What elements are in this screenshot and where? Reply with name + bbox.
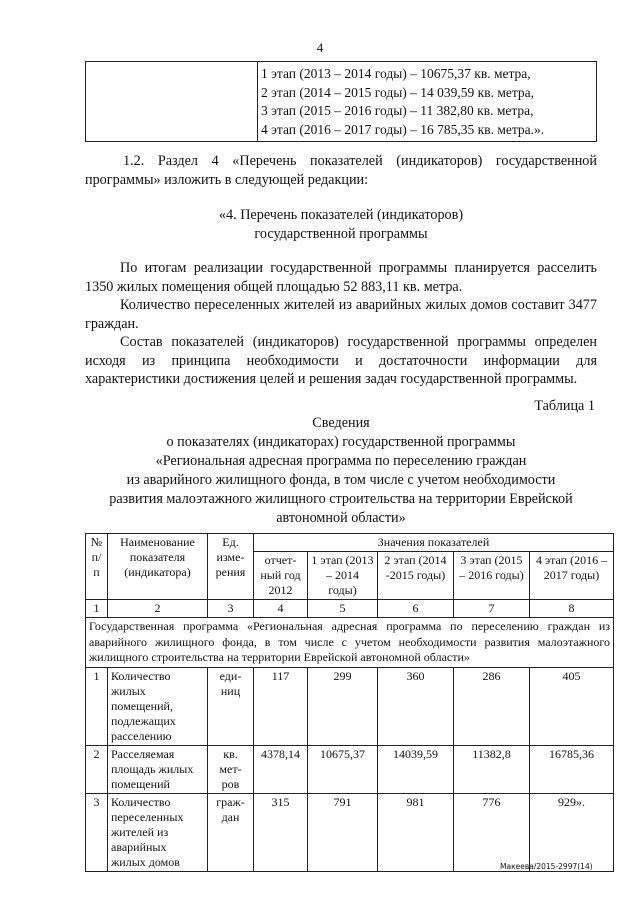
row-name: Количество жилых помещений, подлежащих расселению (108, 667, 208, 745)
row-value-stage3: 776 (454, 793, 530, 871)
column-numbers-row (86, 600, 614, 618)
col-number: 5 (308, 600, 378, 618)
row-num: 2 (86, 745, 108, 793)
intro-paragraph: 1.2. Раздел 4 «Перечень показателей (индикаторов) государственной программы» изложить в следующей редакции: (85, 153, 597, 188)
program-row (86, 618, 614, 668)
row-value-stage4: 16785,36 (530, 745, 614, 793)
col-number: 4 (254, 600, 308, 618)
section-title-line1: «4. Перечень показателей (индикаторов) (218, 207, 464, 223)
row-unit: кв. мет-ров (208, 745, 254, 793)
paragraph-1: По итогам реализации государственной программы планируется расселить 1350 жилых помещения общей площадью 52 883,11 кв. метра. (85, 260, 597, 295)
col-number: 1 (86, 600, 108, 618)
row-value-stage1: 10675,37 (308, 745, 378, 793)
col-number: 6 (378, 600, 454, 618)
row-value-stage3: 11382,8 (454, 745, 530, 793)
program-name-cell: Государственная программа «Региональная адресная программа по переселению граждан из аварийного жилищного фонда, в том числе с учетом необходимости развития малоэтажного жилищного строительства на территории Еврейской автономной области» (86, 618, 614, 668)
empty-cell (86, 62, 258, 142)
row-name: Расселяемая площадь жилых помещений (108, 745, 208, 793)
row-value-stage2: 14039,59 (378, 745, 454, 793)
row-value-stage2: 981 (378, 793, 454, 871)
row-value-stage1: 299 (308, 667, 378, 745)
table-label: Таблица 1 (534, 398, 595, 414)
stages-cell (258, 62, 597, 142)
table-row (86, 745, 614, 793)
header-stage1: 1 этап (2013 – 2014 годы) (308, 552, 378, 600)
footer-reference: Макеева/2015-2997(14) (500, 862, 593, 871)
header-stage2: 2 этап (2014 -2015 годы) (378, 552, 454, 600)
stage-line: 1 этап (2013 – 2014 годы) – 10675,37 кв. метра, (261, 66, 531, 81)
header-num: № п/п (86, 534, 108, 600)
table-title-line4: из аварийного жилищного фонда, в том числе с учетом необходимости (126, 472, 556, 488)
table-title-line5: развития малоэтажного жилищного строительства на территории Еврейской (109, 491, 573, 507)
row-value-stage2: 360 (378, 667, 454, 745)
row-unit: еди-ниц (208, 667, 254, 745)
row-name: Количество переселенных жителей из аварийных жилых домов (108, 793, 208, 871)
col-number: 3 (208, 600, 254, 618)
header-values-group: Значения показателей (254, 534, 614, 552)
stage-line: 3 этап (2015 – 2016 годы) – 11 382,80 кв. метра, (261, 103, 534, 118)
table-title-line6: автономной области» (276, 510, 406, 526)
page-number: 4 (316, 40, 324, 55)
row-unit: граж-дан (208, 793, 254, 871)
section-title-line2: государственной программы (254, 226, 428, 242)
stages-table (85, 61, 597, 142)
header-stage4: 4 этап (2016 – 2017 годы) (530, 552, 614, 600)
table-title-line2: о показателях (индикаторах) государственной программы (166, 434, 516, 450)
row-value-2012: 117 (254, 667, 308, 745)
row-num: 3 (86, 793, 108, 871)
col-number: 7 (454, 600, 530, 618)
table-row (86, 793, 614, 871)
header-stage3: 3 этап (2015 – 2016 годы) (454, 552, 530, 600)
row-value-stage4: 405 (530, 667, 614, 745)
col-number: 8 (530, 600, 614, 618)
header-row (86, 534, 614, 552)
row-value-2012: 315 (254, 793, 308, 871)
paragraph-2: Количество переселенных жителей из аварийных жилых домов составит 3477 граждан. (85, 297, 597, 332)
table-title-line3: «Региональная адресная программа по переселению граждан (155, 453, 527, 469)
stage-line: 4 этап (2016 – 2017 годы) – 16 785,35 кв. метра.». (261, 121, 545, 137)
indicators-table (85, 533, 614, 872)
col-number: 2 (108, 600, 208, 618)
header-unit: Ед. изме-рения (208, 534, 254, 600)
header-name: Наименование показателя (индикатора) (108, 534, 208, 600)
row-value-2012: 4378,14 (254, 745, 308, 793)
table-title-line1: Сведения (312, 415, 370, 431)
row-value-stage3: 286 (454, 667, 530, 745)
header-report-year: отчет-ный год 2012 (254, 552, 308, 600)
paragraph-3: Состав показателей (индикаторов) государственной программы определен исходя из принципа необходимости и достаточности информации для характеристики достижения целей и решения задач государственной программы. (85, 334, 597, 387)
row-num: 1 (86, 667, 108, 745)
stage-line: 2 этап (2014 – 2015 годы) – 14 039,59 кв. метра, (261, 84, 535, 100)
row-value-stage4: 929». (530, 793, 614, 871)
table-row (86, 667, 614, 745)
row-value-stage1: 791 (308, 793, 378, 871)
